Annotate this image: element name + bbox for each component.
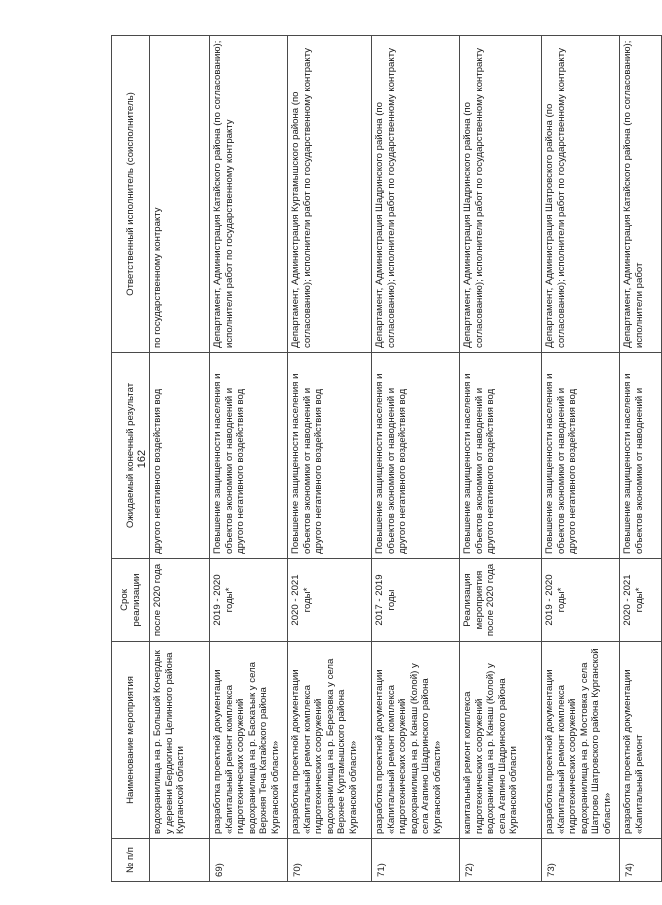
cell-result: другого негативного воздействия вод: [150, 353, 210, 559]
cell-term: 2019 - 2020 годы*: [542, 559, 620, 642]
program-activities-table: [111, 35, 662, 882]
cell-num: 69): [210, 839, 288, 882]
cell-exec: Департамент, Администрация Шадринского района (по согласованию); исполнители работ по государственному контракту: [372, 36, 460, 353]
cell-result: Повышение защищенности населения и объектов экономики от наводнений и: [620, 353, 662, 559]
cell-num: 72): [460, 839, 542, 882]
cell-exec: по государственному контракту: [150, 36, 210, 353]
table-row: [150, 36, 210, 882]
cell-num: [150, 839, 210, 882]
cell-result: Повышение защищенности населения и объектов экономики от наводнений и другого негативного воздействия вод: [460, 353, 542, 559]
cell-num: 71): [372, 839, 460, 882]
cell-name: разработка проектной документации «Капитальный ремонт комплекса гидротехнических сооружений водохранилища на р. Баскаъык у села Верхняя Теча Катайского района Курганской области»: [210, 642, 288, 839]
header-name-column: Наименование мероприятия: [112, 642, 150, 839]
cell-name: водохранилища на р. Большой Кочердык у деревни Бердюгино Целинного района Курганской области: [150, 642, 210, 839]
header-num-column: № п/п: [112, 839, 150, 882]
page-number: 162: [136, 449, 148, 469]
cell-exec: Департамент, Администрация Куртамышского района (по согласованию); исполнители работ по государственному контракту: [288, 36, 372, 353]
cell-term: после 2020 года: [150, 559, 210, 642]
cell-result: Повышение защищенности населения и объектов экономики от наводнений и другого негативного воздействия вод: [288, 353, 372, 559]
header-exec-column: Ответственный исполнитель (соисполнитель): [112, 36, 150, 353]
cell-name: разработка проектной документации «Капитальный ремонт комплекса гидротехнических сооружений водохранилища на р. Канаш (Колой) у села Агапино Шадринского района Курганской области»: [372, 642, 460, 839]
header-term-column: Срок реализации: [112, 559, 150, 642]
table-header-row: [112, 36, 150, 882]
cell-result: Повышение защищенности населения и объектов экономики от наводнений и другого негативного воздействия вод: [372, 353, 460, 559]
table-row: [542, 36, 620, 882]
header-result-column: Ожидаемый конечный результат: [112, 353, 150, 559]
cell-term: Реализация мероприятия после 2020 года: [460, 559, 542, 642]
table-row: [210, 36, 288, 882]
cell-term: 2020 - 2021 годы*: [288, 559, 372, 642]
cell-result: Повышение защищенности населения и объектов экономики от наводнений и другого негативного воздействия вод: [210, 353, 288, 559]
cell-name: разработка проектной документации «Капитальный ремонт комплекса гидротехнических сооружений водохранилища на р. Березовка у села Верхнее Куртамышского района Курганской области»: [288, 642, 372, 839]
program-table-sheet: [111, 36, 645, 882]
cell-name: разработка проектной документации «Капитальный ремонт: [620, 642, 662, 839]
cell-exec: Департамент, Администрация Шатровского района (по согласованию); исполнители работ по государственному контракту: [542, 36, 620, 353]
cell-exec: Департамент, Администрация Шадринского района (по согласованию); исполнители работ по государственному контракту: [460, 36, 542, 353]
cell-term: 2020 - 2021 годы*: [620, 559, 662, 642]
cell-exec: Департамент, Администрация Катайского района (по согласованию); исполнители работ: [620, 36, 662, 353]
cell-exec: Департамент, Администрация Катайского района (по согласованию); исполнители работ по государственному контракту: [210, 36, 288, 353]
cell-name: капитальный ремонт комплекса гидротехнических сооружений водохранилища на р. Канаш (Колой) у села Агапино Шадринского района Курганской области: [460, 642, 542, 839]
cell-term: 2017 - 2019 годы: [372, 559, 460, 642]
table-row: [372, 36, 460, 882]
table-row: [288, 36, 372, 882]
cell-num: 74): [620, 839, 662, 882]
cell-name: разработка проектной документации «Капитальный ремонт комплекса гидротехнических сооружений водохранилища на р. Мостовка у села Шатрово Шатровского района Курганской области»: [542, 642, 620, 839]
table-row: [620, 36, 662, 882]
table-row: [460, 36, 542, 882]
cell-term: 2019 - 2020 годы*: [210, 559, 288, 642]
cell-num: 70): [288, 839, 372, 882]
cell-result: Повышение защищенности населения и объектов экономики от наводнений и другого негативного воздействия вод: [542, 353, 620, 559]
cell-num: 73): [542, 839, 620, 882]
